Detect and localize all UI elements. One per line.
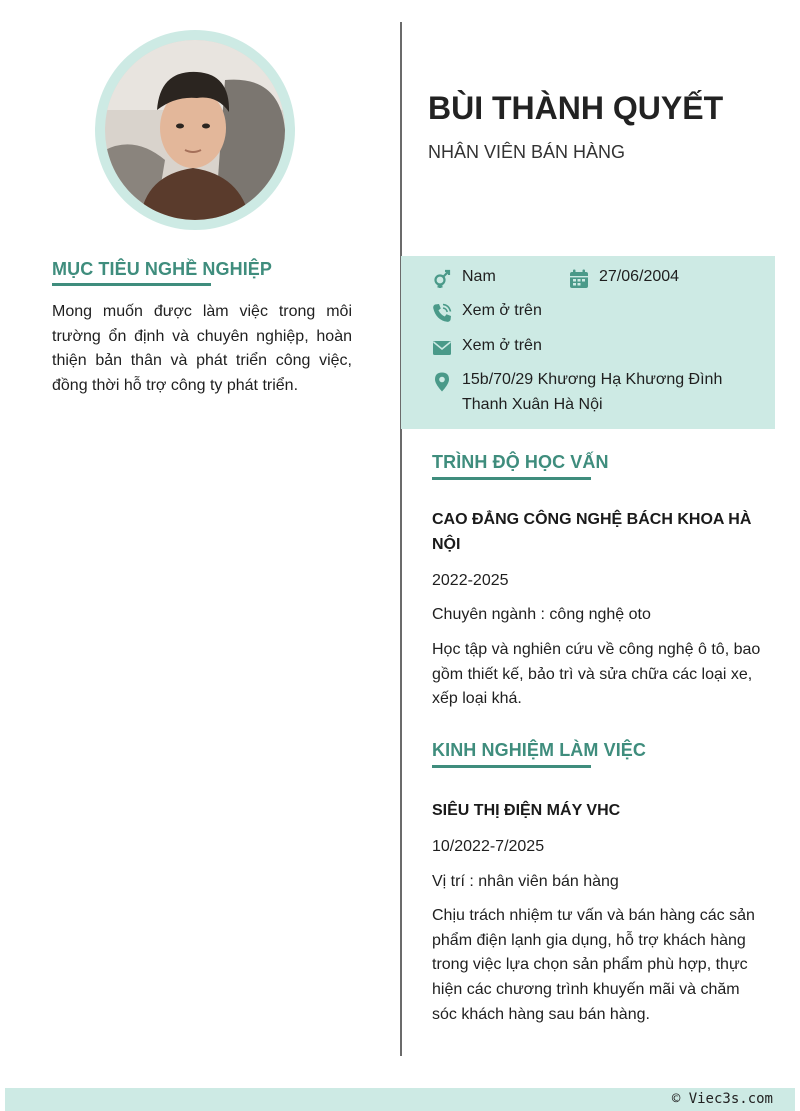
avatar-ring bbox=[95, 30, 295, 230]
email-icon bbox=[432, 338, 452, 358]
location-icon bbox=[432, 372, 452, 392]
column-divider bbox=[400, 22, 402, 1056]
contact-phone bbox=[432, 302, 542, 324]
gender-value: Nam bbox=[462, 268, 496, 285]
education-school: CAO ĐẲNG CÔNG NGHỆ BÁCH KHOA HÀ NỘI bbox=[432, 511, 752, 553]
address-value: 15b/70/29 Khương Hạ Khương Đình Thanh Xuân Hà Nội bbox=[462, 371, 723, 413]
experience-period: 10/2022-7/2025 bbox=[432, 838, 545, 855]
avatar bbox=[105, 40, 285, 220]
education-title: TRÌNH ĐỘ HỌC VẤN bbox=[432, 452, 609, 472]
gender-icon bbox=[432, 269, 452, 289]
experience-description: Chịu trách nhiệm tư vấn và bán hàng các sản phẩm điện lạnh gia dụng, hỗ trợ khách hàng trong việc lựa chọn sản phẩm phù hợp, thực hiện các chương trình khuyến mãi và chăm sóc khách hàng sau bán hàng. bbox=[432, 907, 755, 1023]
email-value: Xem ở trên bbox=[462, 337, 542, 354]
contact-address bbox=[432, 371, 752, 417]
phone-value: Xem ở trên bbox=[462, 302, 542, 319]
objective-text: Mong muốn được làm việc trong môi trường ổn định và chuyên nghiệp, hoàn thiện bản thân và phát triển công việc, đồng thời hỗ trợ công ty phát triển. bbox=[52, 303, 352, 394]
experience-company: SIÊU THỊ ĐIỆN MÁY VHC bbox=[432, 802, 621, 819]
education-major: Chuyên ngành : công nghệ oto bbox=[432, 606, 651, 623]
footer-credit[interactable]: © Viec3s.com bbox=[671, 1091, 773, 1107]
objective-title: MỤC TIÊU NGHỀ NGHIỆP bbox=[52, 259, 273, 279]
contact-birthday bbox=[569, 268, 679, 290]
footer-bar bbox=[5, 1088, 795, 1111]
experience-title: KINH NGHIỆM LÀM VIỆC bbox=[432, 740, 647, 760]
contact-email bbox=[432, 337, 542, 359]
experience-title-underline bbox=[432, 765, 591, 768]
phone-icon bbox=[432, 303, 452, 323]
birthday-value: 27/06/2004 bbox=[599, 268, 680, 285]
candidate-name: BÙI THÀNH QUYẾT bbox=[428, 90, 724, 126]
education-title-underline bbox=[432, 477, 591, 480]
avatar-photo bbox=[105, 40, 285, 220]
calendar-icon bbox=[569, 269, 589, 289]
experience-position: Vị trí : nhân viên bán hàng bbox=[432, 873, 619, 890]
objective-title-underline bbox=[52, 283, 211, 286]
education-period: 2022-2025 bbox=[432, 572, 509, 589]
contact-gender bbox=[432, 268, 496, 290]
education-description: Học tập và nghiên cứu về công nghệ ô tô, bao gồm thiết kế, bảo trì và sửa chữa các loại xe, xếp loại khá. bbox=[432, 641, 761, 708]
candidate-role: NHÂN VIÊN BÁN HÀNG bbox=[428, 142, 626, 162]
